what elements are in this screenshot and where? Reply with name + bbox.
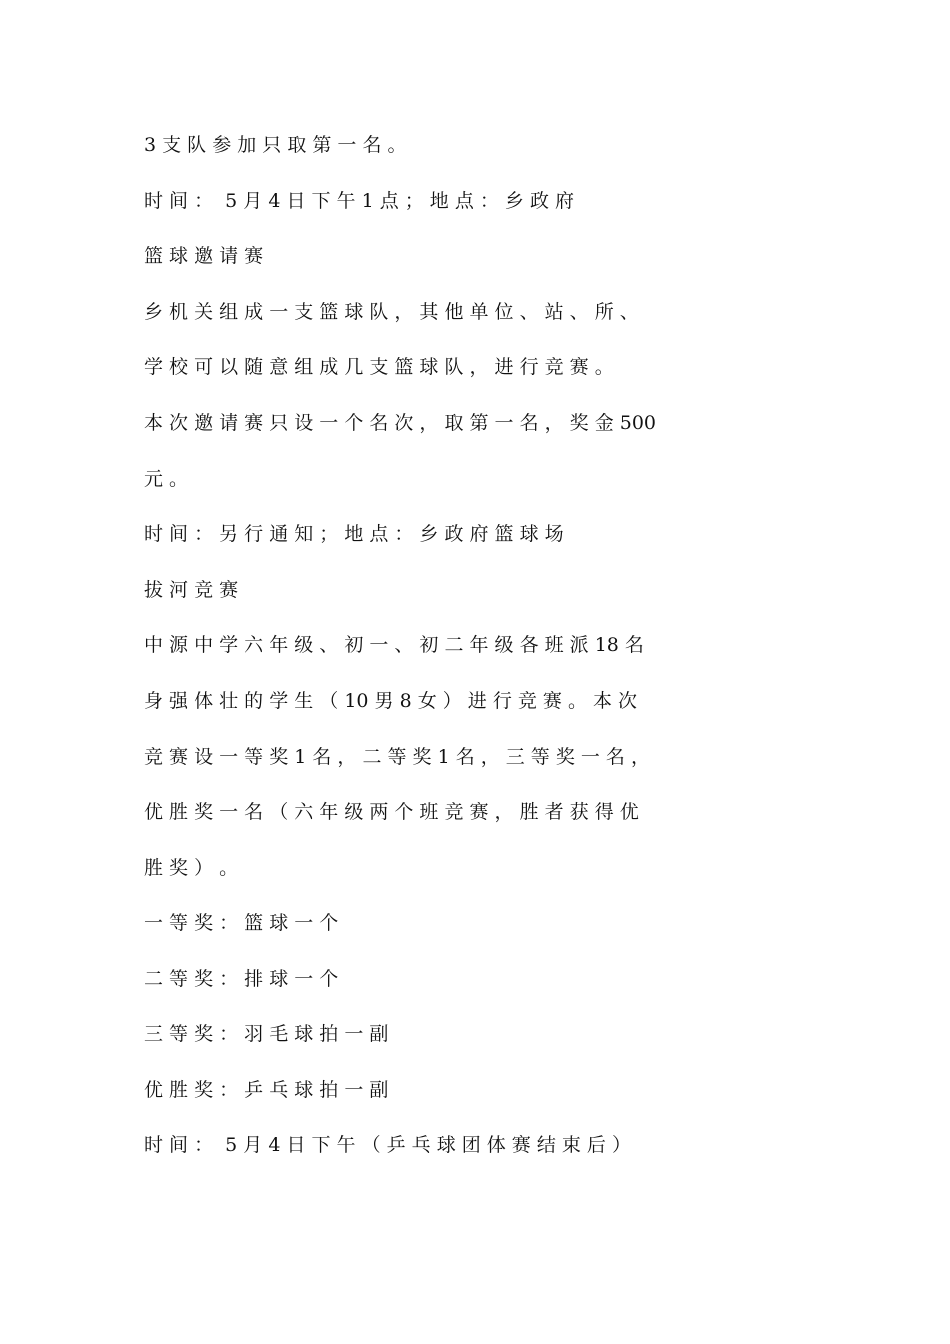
text-line-tug-excellence-award-cont: 胜 奖 ） 。 bbox=[144, 857, 239, 879]
text-line-basketball-prize-cont: 元 。 bbox=[144, 468, 189, 490]
text-line-tug-participants: 中 源 中 学 六 年 级 、 初 一 、 初 二 年 级 各 班 派 18 名 bbox=[144, 634, 644, 656]
text-line-basketball-teams: 乡 机 关 组 成 一 支 篮 球 队 ， 其 他 单 位 、 站 、 所 、 bbox=[144, 301, 639, 323]
text-line-basketball-schools: 学 校 可 以 随 意 组 成 几 支 篮 球 队 ， 进 行 竞 赛 。 bbox=[144, 356, 614, 378]
text-line-basketball-prize: 本 次 邀 请 赛 只 设 一 个 名 次 ， 取 第 一 名 ， 奖 金 500 bbox=[144, 412, 657, 434]
text-line-basketball-time-place: 时 间 ： 另 行 通 知 ； 地 点 ： 乡 政 府 篮 球 场 bbox=[144, 523, 564, 545]
section-heading-tug-of-war: 拔 河 竞 赛 bbox=[144, 579, 239, 601]
prize-line-third: 三 等 奖 ： 羽 毛 球 拍 一 副 bbox=[144, 1023, 389, 1045]
text-line-table-tennis-time-place: 时 间 ： 5 月 4 日 下 午 1 点 ； 地 点 ： 乡 政 府 bbox=[144, 190, 574, 212]
text-line-team-limit: 3 支 队 参 加 只 取 第 一 名 。 bbox=[144, 134, 407, 156]
text-line-tug-excellence-award: 优 胜 奖 一 名 （ 六 年 级 两 个 班 竞 赛 ， 胜 者 获 得 优 bbox=[144, 801, 639, 823]
text-line-tug-students: 身 强 体 壮 的 学 生 （ 10 男 8 女 ） 进 行 竞 赛 。 本 次 bbox=[144, 690, 638, 712]
text-line-tug-awards: 竞 赛 设 一 等 奖 1 名 ， 二 等 奖 1 名 ， 三 等 奖 一 名 ， bbox=[144, 746, 650, 768]
section-heading-basketball: 篮 球 邀 请 赛 bbox=[144, 245, 264, 267]
text-line-tug-time: 时 间 ： 5 月 4 日 下 午 （ 乒 乓 球 团 体 赛 结 束 后 ） bbox=[144, 1134, 631, 1156]
prize-line-second: 二 等 奖 ： 排 球 一 个 bbox=[144, 968, 339, 990]
prize-line-first: 一 等 奖 ： 篮 球 一 个 bbox=[144, 912, 339, 934]
prize-line-excellence: 优 胜 奖 ： 乒 乓 球 拍 一 副 bbox=[144, 1079, 389, 1101]
